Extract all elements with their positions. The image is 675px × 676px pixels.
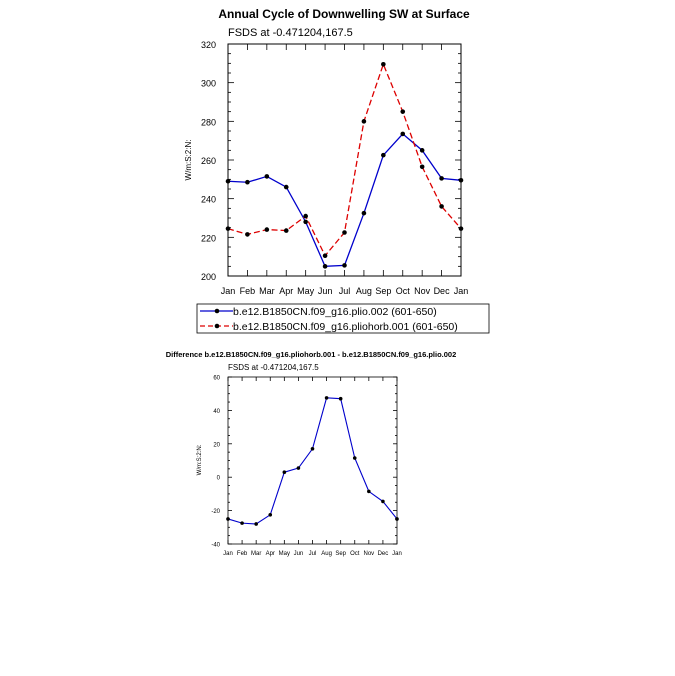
x-tick-label: Mar <box>250 551 262 557</box>
series-1-point <box>420 164 425 169</box>
series-0-point <box>297 466 301 470</box>
y-tick-label: 60 <box>213 375 220 382</box>
x-tick-label: May <box>278 551 291 557</box>
series-0-point <box>381 153 386 158</box>
series-0-point <box>395 517 399 521</box>
x-tick-label: Sep <box>335 551 347 557</box>
x-tick-label: Apr <box>265 551 275 557</box>
series-0-point <box>353 456 357 460</box>
series-0-point <box>226 517 230 521</box>
legend-marker-series-b <box>215 324 220 329</box>
chart2-plot-frame <box>228 377 397 544</box>
x-tick-label: Aug <box>355 286 372 296</box>
x-tick-label: Jun <box>293 551 304 557</box>
x-tick-label: Jul <box>308 551 317 557</box>
series-1-point <box>459 226 464 231</box>
chart1-plot-frame <box>228 44 461 276</box>
chart2-axes <box>211 376 402 558</box>
series-1-point <box>245 232 250 237</box>
y-tick-label: 0 <box>216 475 220 482</box>
x-tick-label: Jan <box>392 551 402 557</box>
series-1-point <box>284 228 289 233</box>
series-1-point <box>439 204 444 209</box>
annual-cycle-chart <box>184 7 489 333</box>
series-0-point <box>459 178 464 183</box>
series-0-point <box>245 180 250 185</box>
y-tick-label: 20 <box>213 442 220 449</box>
chart1-ylabel: W/m:S:2:N: <box>184 139 193 181</box>
chart2-title: Difference b.e12.B1850CN.f09_g16.pliohorb.001 - b.e12.B1850CN.f09_g16.plio.002 <box>165 350 457 359</box>
y-tick-label: 200 <box>200 272 216 282</box>
x-tick-label: Dec <box>377 551 389 557</box>
x-tick-label: Oct <box>395 286 410 296</box>
series-1-point <box>303 214 308 219</box>
x-tick-label: May <box>297 286 315 296</box>
chart1-series-group <box>226 62 464 269</box>
series-1-point <box>362 119 367 124</box>
x-tick-label: Apr <box>279 286 294 296</box>
series-0-point <box>342 263 347 268</box>
x-tick-label: Feb <box>236 551 248 557</box>
y-tick-label: 40 <box>213 408 220 415</box>
x-tick-label: Mar <box>259 286 275 296</box>
series-0-point <box>323 264 328 269</box>
series-1-point <box>265 227 270 232</box>
x-tick-label: Jan <box>223 551 233 557</box>
chart2-ylabel: W/m:S:2:N: <box>197 444 203 476</box>
series-0-point <box>367 490 371 494</box>
series-line-0 <box>228 398 397 524</box>
x-tick-label: Jan <box>453 286 469 296</box>
series-0-point <box>325 396 329 400</box>
x-tick-label: Oct <box>350 551 360 557</box>
x-tick-label: Nov <box>414 286 431 296</box>
x-tick-label: Jul <box>338 286 351 296</box>
x-tick-label: Jan <box>220 286 236 296</box>
y-tick-label: 300 <box>200 78 216 89</box>
y-tick-label: 320 <box>200 40 216 50</box>
series-0-point <box>400 132 405 137</box>
x-tick-label: Nov <box>363 551 375 557</box>
chart2-series-group <box>226 396 399 526</box>
series-line-1 <box>228 64 461 255</box>
series-0-point <box>339 397 343 401</box>
series-0-point <box>420 148 425 153</box>
series-0-point <box>284 185 289 190</box>
y-tick-label: 280 <box>200 117 216 128</box>
chart1-axes <box>201 40 468 296</box>
y-tick-label: -20 <box>211 509 220 516</box>
series-1-point <box>342 230 347 235</box>
y-tick-label: 240 <box>200 194 216 205</box>
series-0-point <box>362 211 367 216</box>
series-0-point <box>265 174 270 179</box>
x-tick-label: Aug <box>321 551 332 557</box>
chart1-title: Annual Cycle of Downwelling SW at Surface <box>218 7 470 21</box>
series-0-point <box>283 470 287 474</box>
series-0-point <box>381 500 385 504</box>
series-0-point <box>311 447 315 451</box>
y-tick-label: 220 <box>200 233 216 244</box>
series-line-0 <box>228 134 461 266</box>
chart1-legend <box>197 304 489 333</box>
series-0-point <box>240 521 244 525</box>
series-0-point <box>439 176 444 181</box>
x-tick-label: Dec <box>433 286 450 296</box>
series-0-point <box>254 522 258 526</box>
series-1-point <box>226 226 231 231</box>
series-1-point <box>323 253 328 258</box>
chart1-subtitle: FSDS at -0.471204,167.5 <box>228 27 353 39</box>
series-0-point <box>303 220 308 225</box>
x-tick-label: Sep <box>375 286 392 296</box>
x-tick-label: Jun <box>317 286 333 296</box>
y-tick-label: 260 <box>200 156 216 166</box>
series-0-point <box>268 513 272 517</box>
series-0-point <box>226 179 231 184</box>
series-1-point <box>400 109 405 114</box>
legend-marker-series-a <box>215 309 220 314</box>
difference-chart <box>166 350 457 557</box>
series-1-point <box>381 62 386 67</box>
legend-label-series-a: b.e12.B1850CN.f09_g16.plio.002 (601-650) <box>233 306 437 318</box>
y-tick-label: -40 <box>211 542 220 549</box>
chart2-subtitle: FSDS at -0.471204,167.5 <box>228 363 319 372</box>
x-tick-label: Feb <box>239 286 256 296</box>
legend-label-series-b: b.e12.B1850CN.f09_g16.pliohorb.001 (601-650) <box>233 321 458 333</box>
